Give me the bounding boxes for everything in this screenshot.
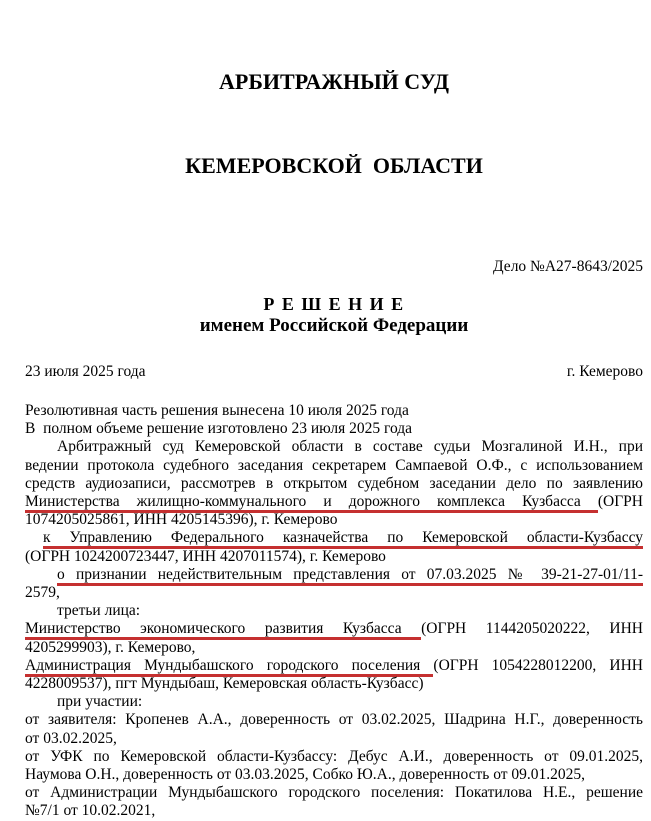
document-line bbox=[25, 784, 643, 802]
text-segment: Арбитражный суд Кемеровской области в составе судьи Мозгалиной И.Н., при bbox=[57, 438, 643, 456]
decision-city: г. Кемерово bbox=[566, 363, 643, 380]
decision-date: 23 июля 2025 года bbox=[25, 363, 146, 380]
decision-subtitle: именем Российской Федерации bbox=[199, 315, 469, 336]
red-underlined-text: о признании недействительным представления от 07.03.2025 № 39-21-27-01/11- bbox=[57, 566, 643, 586]
court-name-line1: АРБИТРАЖНЫЙ СУД bbox=[219, 69, 449, 94]
text-segment: от заявителя: Кропенев А.А., доверенность от 03.02.2025, Шадрина Н.Г., доверенность bbox=[25, 711, 643, 729]
text-segment: третьи лица: bbox=[57, 602, 141, 620]
text-segment: (ОГРН bbox=[597, 493, 643, 511]
text-segment: (ОГРН 1054228012200, ИНН bbox=[433, 656, 643, 674]
text-segment: (ОГРН 1024200723447, ИНН 4207011574), г. Кемерово bbox=[25, 547, 386, 565]
document-line bbox=[25, 711, 643, 729]
document-line bbox=[25, 602, 643, 620]
document-line bbox=[25, 475, 643, 493]
document-body bbox=[25, 402, 643, 821]
document-line bbox=[25, 675, 643, 693]
text-segment: №7/1 от 10.02.2021, bbox=[25, 802, 156, 820]
document-line bbox=[25, 511, 643, 529]
document-line bbox=[25, 620, 643, 638]
document-line bbox=[25, 566, 643, 584]
text-segment: ведении протокола судебного заседания секретарем Сампаевой О.Ф., с использованием bbox=[25, 456, 643, 474]
document-line bbox=[25, 766, 643, 784]
case-number: Дело №А27-8643/2025 bbox=[493, 258, 643, 275]
red-underlined-text: Администрация Мундыбашского городского поселения bbox=[25, 657, 433, 677]
decision-heading: Р Е Ш Е Н И Е bbox=[263, 294, 405, 314]
text-segment: (ОГРН 1144205020222, ИНН bbox=[421, 620, 643, 638]
text-segment: В полном объеме решение изготовлено 23 июля 2025 года bbox=[25, 420, 413, 438]
court-name bbox=[25, 12, 643, 236]
document-line bbox=[25, 584, 643, 602]
red-underlined-text: Министерство экономического развития Кузбасса bbox=[25, 620, 421, 640]
document-line bbox=[25, 548, 643, 566]
text-segment: 2579, bbox=[25, 584, 60, 602]
text-segment: при участии: bbox=[57, 693, 143, 711]
document-line bbox=[25, 748, 643, 766]
text-segment: 4228009537), пгт Мундыбаш, Кемеровская область-Кузбасс) bbox=[25, 675, 424, 693]
document-line bbox=[25, 493, 643, 511]
red-underlined-text: Министерства жилищно-коммунального и дорожного комплекса Кузбасса bbox=[25, 493, 598, 513]
text-segment: от Администрации Мундыбашского городского поселения: Покатилова Н.Е., решение bbox=[25, 784, 643, 802]
text-segment: 1074205025861, ИНН 4205145396), г. Кемерово bbox=[25, 511, 338, 529]
red-underlined-text: к Управлению Федерального казначейства по Кемеровской области-Кузбассу bbox=[43, 529, 643, 549]
text-segment: от 03.02.2025, bbox=[25, 729, 117, 747]
document-line bbox=[25, 657, 643, 675]
date-row bbox=[25, 362, 643, 381]
text-segment: Наумова О.Н., доверенность от 03.03.2025, Собко Ю.А., доверенность от 09.01.2025, bbox=[25, 766, 586, 784]
document-line bbox=[25, 693, 643, 711]
document-line bbox=[25, 420, 643, 438]
text-segment: средств аудиозаписи, рассмотрев в открытом судебном заседании дело по заявлению bbox=[25, 474, 643, 492]
document-line bbox=[25, 639, 643, 657]
document-line bbox=[25, 457, 643, 475]
document-line bbox=[25, 802, 643, 820]
text-segment: Резолютивная часть решения вынесена 10 июля 2025 года bbox=[25, 402, 409, 419]
text-segment: 4205299903), г. Кемерово, bbox=[25, 638, 196, 656]
text-segment: от УФК по Кемеровской области-Кузбассу: Дебус А.И., доверенность от 09.01.2025, bbox=[25, 747, 643, 765]
court-name-line2: КЕМЕРОВСКОЙ ОБЛАСТИ bbox=[185, 153, 483, 178]
document-line bbox=[25, 730, 643, 748]
document-line bbox=[25, 529, 643, 547]
document-line bbox=[25, 402, 643, 420]
document-line bbox=[25, 438, 643, 456]
